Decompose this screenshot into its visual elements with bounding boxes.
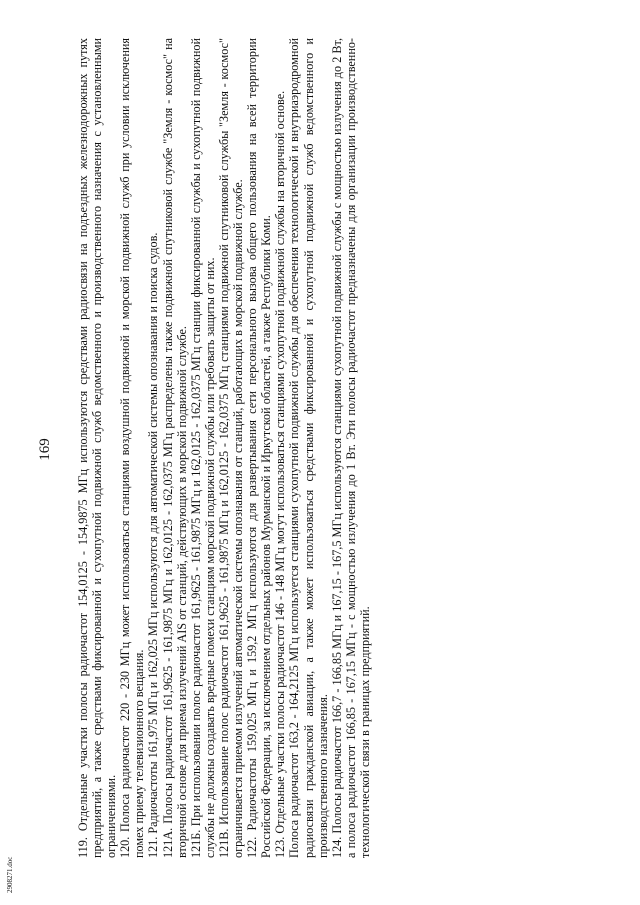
paragraph-123-cont: Полоса радиочастот 163,2 - 164,2125 МГц используется станциями сухопутной подвижной службы для обеспечения технологической и внутриаэродромной радиосвязи гражданской авиации, а также может использоваться средствами фиксированной и сухопутной подвижной служб ведомственного и производственного назначения. <box>287 38 330 858</box>
paragraph-122: 122. Радиочастоты 159,025 МГц и 159,2 МГц используются для развертывания сети персонального вызова общего пользования на всей территории Российской Федерации, за исключением отдельных районов Мурманской и Иркутской областей, а также Республики Коми. <box>245 38 274 858</box>
footer-file-code: 2908271.doc <box>6 856 14 893</box>
paragraph-121a: 121А. Полосы радиочастот 161,9625 - 161,9875 МГц и 162,0125 - 162,0375 МГц распределены также подвижной спутниковой службе "Земля - космос" на вторичной основе для приема излучений AIS от станций, действующих в морской подвижной службе. <box>160 38 189 858</box>
body-text <box>76 38 372 858</box>
page-number: 169 <box>37 438 53 461</box>
paragraph-120: 120. Полоса радиочастот 220 - 230 МГц может использоваться станциями воздушной подвижной и морской подвижной служб при условии исключения помех приему телевизионного вещания. <box>118 38 147 858</box>
paragraph-124: 124. Полосы радиочастот 166,7 - 166,85 МГц и 167,15 - 167,5 МГц используются станциями сухопутной подвижной службы с мощностью излучения до 2 Вт, а полоса радиочастот 166,85 - 167,15 МГц - с мощностью излучения до 1 Вт. Эти полосы радиочастот предназначены для организации производственно-технологической связи в границах предприятий. <box>329 38 372 858</box>
paragraph-121b: 121Б. При использовании полос радиочастот 161,9625 - 161,9875 МГц и 162,0125 - 162,0375 МГц станции фиксированной службы и сухопутной подвижной службы не должны создавать вредные помехи станциям морской подвижной службы или требовать защиты от них. <box>188 38 217 858</box>
rotated-content <box>36 27 596 872</box>
paragraph-121: 121. Радиочастоты 161,975 МГц и 162,025 МГц используются для автоматической системы опознавания и поиска судов. <box>146 232 161 858</box>
paragraph-119: 119. Отдельные участки полосы радиочастот 154,0125 - 154,9875 МГц используются средствами радиосвязи на подъездных железнодорожных путях предприятий, а также средствами фиксированной и сухопутной подвижной служб ведомственного и производственного назначения с установленными ограничениями. <box>76 38 119 858</box>
paragraph-123: 123. Отдельные участки полосы радиочастот 146 - 148 МГц могут использоваться станциями сухопутной подвижной службы на вторичной основе. <box>273 90 288 858</box>
paragraph-121v: 121В. Использование полос радиочастот 161,9625 - 161,9875 МГц и 162,0125 - 162,0375 МГц станциями подвижной спутниковой службы "Земля - космос" ограничивается приемом излучений автоматической системы опознавания от станций, работающих в морской подвижной службе. <box>216 38 246 858</box>
